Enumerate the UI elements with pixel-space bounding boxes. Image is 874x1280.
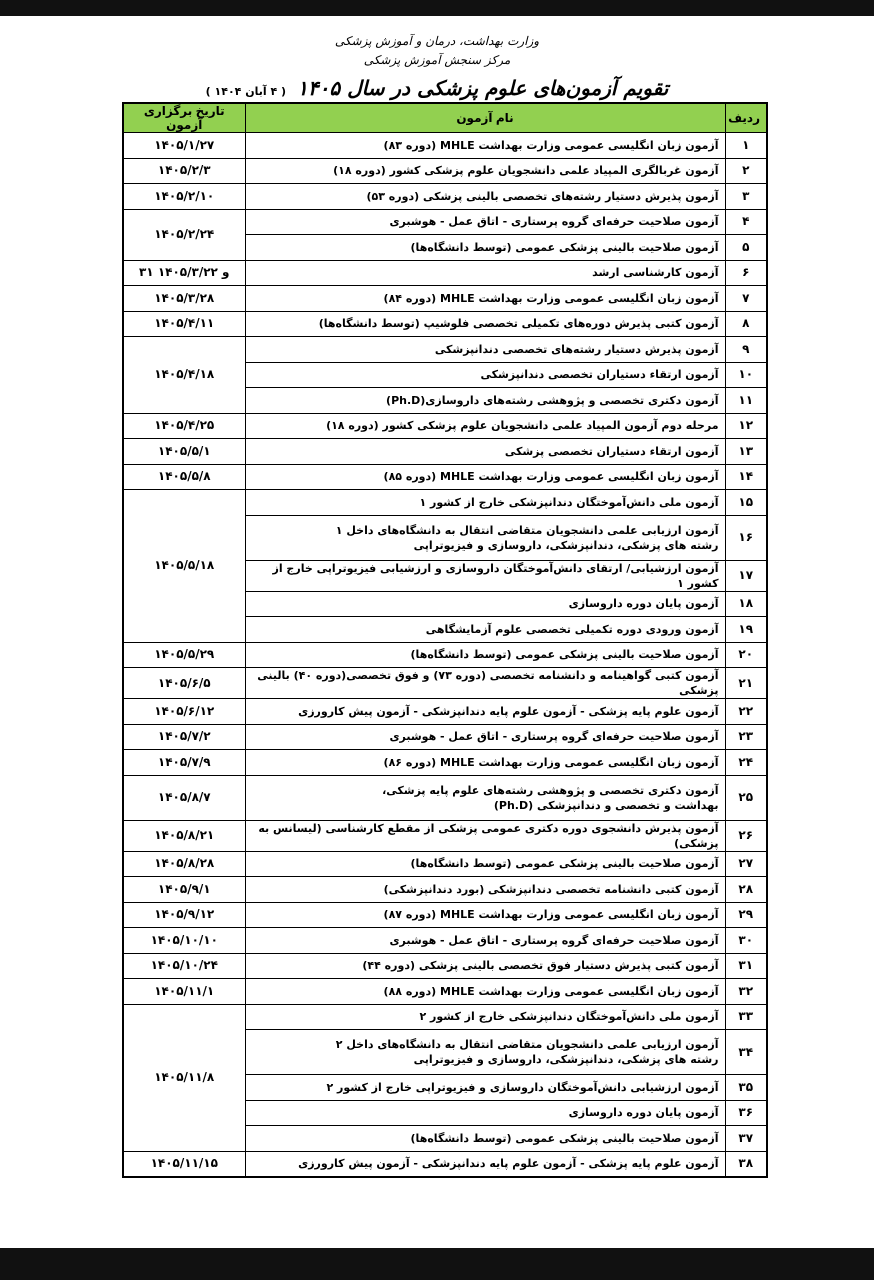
exam-name-line: آزمون ملی دانش‌آموختگان دندانپزشکی خارج از کشور ۲ (419, 1010, 719, 1024)
exam-name (245, 851, 725, 877)
exam-date: ۱۴۰۵/۴/۱۸ (123, 337, 245, 414)
row-number: ۲۵ (725, 775, 767, 820)
table-row (123, 184, 767, 210)
exam-date: ۱۴۰۵/۱۱/۱ (123, 979, 245, 1005)
table-row (123, 1151, 767, 1177)
exam-date: ۱۴۰۵/۹/۱۲ (123, 902, 245, 928)
exam-date: ۱۴۰۵/۱۰/۲۴ (123, 953, 245, 979)
exam-name (245, 158, 725, 184)
row-number: ۱۲ (725, 413, 767, 439)
exam-name-line-2: رشته های پزشکی، دندانپزشکی، داروسازی و فیزیوتراپی (413, 1053, 719, 1066)
table-row (123, 286, 767, 312)
exam-name (245, 311, 725, 337)
exam-name (245, 464, 725, 490)
table-row (123, 490, 767, 516)
exam-name-line: آزمون دکتری تخصصی و پژوهشی رشته‌های داروسازی(Ph.D) (386, 393, 719, 407)
exam-name-line: آزمون ملی دانش‌آموختگان دندانپزشکی خارج از کشور ۱ (419, 495, 719, 509)
table-row (123, 877, 767, 903)
exam-date: ۱۴۰۵/۱/۲۷ (123, 133, 245, 159)
exam-name-line: آزمون دکتری تخصصی و پژوهشی رشته‌های علوم پایه پزشکی، (382, 783, 719, 797)
exam-name-line: آزمون ارزیابی علمی دانشجویان متقاضی انتقال به دانشگاه‌های داخل ۲ (335, 1038, 719, 1051)
exam-name-line: آزمون صلاحیت بالینی پزشکی عمومی (توسط دانشگاه‌ها) (410, 648, 719, 662)
exam-name-line: آزمون پایان دوره داروسازی (568, 597, 719, 611)
exam-name (245, 286, 725, 312)
exam-name-line: آزمون کارشناسی ارشد (592, 266, 719, 280)
row-number: ۲۸ (725, 877, 767, 903)
title-text: تقویم آزمون‌های علوم پزشکی در سال ۱۴۰۵ (297, 76, 669, 100)
row-number: ۱۰ (725, 362, 767, 388)
exam-name-line: آزمون کتبی پذیرش دستیار فوق تخصصی بالینی پزشکی (دوره ۴۴) (362, 959, 719, 973)
exam-name (245, 699, 725, 725)
header-row-number: ردیف (725, 103, 767, 133)
exam-name (245, 235, 725, 261)
table-row (123, 750, 767, 776)
exam-name-line: آزمون کتبی پذیرش دوره‌های تکمیلی تخصصی فلوشیپ (توسط دانشگاه‌ها) (318, 317, 719, 331)
exam-name-line-2: بهداشت و تخصصی و دندانپزشکی (Ph.D) (493, 798, 719, 812)
exam-name-line: آزمون کتبی گواهینامه و دانشنامه تخصصی (دوره ۷۳) و فوق تخصصی(دوره ۴۰) بالینی پزشکی (257, 669, 719, 697)
row-number: ۱۷ (725, 560, 767, 591)
table-row (123, 928, 767, 954)
exam-name (245, 1151, 725, 1177)
exam-name (245, 1126, 725, 1152)
exam-name-line: آزمون پذیرش دستیار رشته‌های تخصصی دندانپزشکی (434, 342, 719, 356)
row-number: ۲۰ (725, 642, 767, 668)
exam-name-line: آزمون علوم پایه پزشکی - آزمون علوم پایه دندانپزشکی - آزمون پیش کارورزی (298, 1157, 719, 1171)
row-number: ۳۱ (725, 953, 767, 979)
exam-name-line: آزمون زبان انگلیسی عمومی وزارت بهداشت MHLE (دوره ۸۶) (383, 755, 719, 769)
header-exam-name: نام آزمون (245, 103, 725, 133)
table-row (123, 439, 767, 465)
exam-name-line: آزمون کتبی دانشنامه تخصصی دندانپزشکی (بورد دندانپزشکی) (383, 882, 719, 896)
exam-name-line: آزمون زبان انگلیسی عمومی وزارت بهداشت MHLE (دوره ۸۴) (383, 291, 719, 305)
table-row (123, 337, 767, 363)
row-number: ۲۶ (725, 820, 767, 851)
table-row (123, 820, 767, 851)
row-number: ۳۵ (725, 1075, 767, 1101)
exam-date: ۱۴۰۵/۸/۷ (123, 775, 245, 820)
exam-date: ۱۴۰۵/۳/۲۸ (123, 286, 245, 312)
exam-name (245, 775, 725, 820)
table-row (123, 668, 767, 699)
row-number: ۱۴ (725, 464, 767, 490)
row-number: ۳۶ (725, 1100, 767, 1126)
exam-name-line: آزمون صلاحیت حرفه‌ای گروه پرستاری - اتاق عمل - هوشبری (389, 215, 719, 229)
table-row (123, 464, 767, 490)
exam-name (245, 1030, 725, 1075)
row-number: ۱۵ (725, 490, 767, 516)
row-number: ۲۳ (725, 724, 767, 750)
exam-name (245, 337, 725, 363)
exam-name (245, 877, 725, 903)
header-exam-date: تاریخ برگزاری آزمون (123, 103, 245, 133)
exam-name-line: آزمون ارزشیابی/ ارتقای دانش‌آموختگان داروسازی و ارزشیابی فیزیوتراپی خارج از کشور ۱ (272, 561, 719, 590)
row-number: ۳۲ (725, 979, 767, 1005)
exam-date: ۱۴۰۵/۵/۱۸ (123, 490, 245, 643)
exam-name (245, 979, 725, 1005)
exam-name-line: آزمون ارزیابی علمی دانشجویان متقاضی انتقال به دانشگاه‌های داخل ۱ (335, 523, 719, 537)
exam-date: ۱۴۰۵/۵/۲۹ (123, 642, 245, 668)
exam-name (245, 1004, 725, 1030)
exam-name-line: آزمون ارزشیابی دانش‌آموختگان داروسازی و فیزیوتراپی خارج از کشور ۲ (326, 1080, 719, 1094)
row-number: ۶ (725, 260, 767, 286)
exam-name-line: آزمون ورودی دوره تکمیلی تخصصی علوم آزمایشگاهی (425, 622, 719, 636)
row-number: ۱۱ (725, 388, 767, 414)
exam-name-line: آزمون صلاحیت بالینی پزشکی عمومی (توسط دانشگاه‌ها) (410, 857, 719, 871)
exam-date: ۱۴۰۵/۴/۱۱ (123, 311, 245, 337)
table-row (123, 1004, 767, 1030)
exam-name (245, 724, 725, 750)
exam-name-line: آزمون صلاحیت بالینی پزشکی عمومی (توسط دانشگاه‌ها) (410, 1131, 719, 1145)
exam-name (245, 133, 725, 159)
exam-name-line: آزمون علوم پایه پزشکی - آزمون علوم پایه دندانپزشکی - آزمون پیش کارورزی (298, 704, 719, 718)
table-row (123, 133, 767, 159)
table-body (123, 133, 767, 1178)
exam-date: ۱۴۰۵/۲/۱۰ (123, 184, 245, 210)
exam-name-line: آزمون غربالگری المپیاد علمی دانشجویان علوم پزشکی کشور (دوره ۱۸) (333, 164, 719, 178)
exam-name (245, 184, 725, 210)
exam-name (245, 617, 725, 643)
row-number: ۵ (725, 235, 767, 261)
table-row (123, 953, 767, 979)
row-number: ۳۳ (725, 1004, 767, 1030)
row-number: ۳۴ (725, 1030, 767, 1075)
exam-date: ۱۴۰۵/۸/۲۱ (123, 820, 245, 851)
row-number: ۲۴ (725, 750, 767, 776)
exam-name (245, 209, 725, 235)
exam-date: ۱۴۰۵/۱۰/۱۰ (123, 928, 245, 954)
title-date: ( ۴ آبان ۱۴۰۴ ) (205, 85, 287, 98)
row-number: ۱۶ (725, 515, 767, 560)
exam-name-line: آزمون صلاحیت حرفه‌ای گروه پرستاری - اتاق عمل - هوشبری (389, 730, 719, 744)
row-number: ۳۸ (725, 1151, 767, 1177)
exam-date: ۱۴۰۵/۲/۳ (123, 158, 245, 184)
row-number: ۷ (725, 286, 767, 312)
table-row (123, 979, 767, 1005)
exam-name-line: آزمون زبان انگلیسی عمومی وزارت بهداشت MHLE (دوره ۸۷) (383, 908, 719, 922)
exam-name (245, 820, 725, 851)
exam-name (245, 1100, 725, 1126)
row-number: ۳۰ (725, 928, 767, 954)
table-row (123, 775, 767, 820)
exam-calendar-table (122, 102, 768, 1178)
exam-name (245, 750, 725, 776)
row-number: ۳۷ (725, 1126, 767, 1152)
exam-date: ۱۴۰۵/۹/۱ (123, 877, 245, 903)
exam-name-line: آزمون پذیرش دانشجوی دوره دکتری عمومی پزشکی از مقطع کارشناسی (لیسانس به پزشکی) (258, 821, 719, 850)
row-number: ۹ (725, 337, 767, 363)
row-number: ۲ (725, 158, 767, 184)
row-number: ۲۷ (725, 851, 767, 877)
table-row (123, 724, 767, 750)
exam-name (245, 260, 725, 286)
exam-name-line: آزمون صلاحیت بالینی پزشکی عمومی (توسط دانشگاه‌ها) (410, 240, 719, 254)
exam-name (245, 490, 725, 516)
table-row (123, 311, 767, 337)
exam-name-line: مرحله دوم آزمون المپیاد علمی دانشجویان علوم پزشکی کشور (دوره ۱۸) (326, 419, 719, 433)
exam-name (245, 642, 725, 668)
exam-name (245, 902, 725, 928)
exam-name (245, 515, 725, 560)
row-number: ۲۱ (725, 668, 767, 699)
exam-name (245, 388, 725, 414)
exam-date: ۳۱ و ۱۴۰۵/۳/۲۲ (123, 260, 245, 286)
table-row (123, 158, 767, 184)
exam-date: ۱۴۰۵/۵/۱ (123, 439, 245, 465)
exam-name (245, 953, 725, 979)
exam-name (245, 591, 725, 617)
exam-name-line: آزمون صلاحیت حرفه‌ای گروه پرستاری - اتاق عمل - هوشبری (389, 933, 719, 947)
exam-name-line: آزمون ارتقاء دستیاران تخصصی پزشکی (504, 444, 719, 458)
row-number: ۱۹ (725, 617, 767, 643)
exam-name-line: آزمون ارتقاء دستیاران تخصصی دندانپزشکی (480, 368, 719, 382)
exam-name (245, 928, 725, 954)
row-number: ۳ (725, 184, 767, 210)
exam-date: ۱۴۰۵/۲/۲۴ (123, 209, 245, 260)
exam-date: ۱۴۰۵/۶/۱۲ (123, 699, 245, 725)
row-number: ۱۸ (725, 591, 767, 617)
exam-name-line: آزمون زبان انگلیسی عمومی وزارت بهداشت MHLE (دوره ۸۸) (383, 984, 719, 998)
row-number: ۱۳ (725, 439, 767, 465)
row-number: ۸ (725, 311, 767, 337)
exam-name (245, 668, 725, 699)
exam-date: ۱۴۰۵/۷/۲ (123, 724, 245, 750)
exam-date: ۱۴۰۵/۵/۸ (123, 464, 245, 490)
table-row (123, 260, 767, 286)
table-header-row (123, 103, 767, 133)
table-row (123, 851, 767, 877)
exam-date: ۱۴۰۵/۷/۹ (123, 750, 245, 776)
exam-date: ۱۴۰۵/۸/۲۸ (123, 851, 245, 877)
ministry-name: وزارت بهداشت، درمان و آموزش پزشکی (334, 34, 540, 48)
exam-name-line: آزمون زبان انگلیسی عمومی وزارت بهداشت MHLE (دوره ۸۳) (383, 138, 719, 152)
row-number: ۲۲ (725, 699, 767, 725)
table-row (123, 642, 767, 668)
exam-date: ۱۴۰۵/۴/۲۵ (123, 413, 245, 439)
exam-name-line: آزمون پذیرش دستیار رشته‌های تخصصی بالینی پزشکی (دوره ۵۳) (366, 189, 719, 203)
exam-date: ۱۴۰۵/۶/۵ (123, 668, 245, 699)
exam-name (245, 439, 725, 465)
table-row (123, 209, 767, 235)
exam-name-line-2: رشته های پزشکی، دندانپزشکی، داروسازی و فیزیوتراپی (413, 538, 719, 552)
table-row (123, 699, 767, 725)
exam-name (245, 1075, 725, 1101)
row-number: ۱ (725, 133, 767, 159)
exam-name-line: آزمون پایان دوره داروسازی (568, 1106, 719, 1120)
row-number: ۴ (725, 209, 767, 235)
exam-name (245, 362, 725, 388)
center-name: مرکز سنجش آموزش پزشکی (363, 53, 511, 67)
row-number: ۲۹ (725, 902, 767, 928)
exam-name-line: آزمون زبان انگلیسی عمومی وزارت بهداشت MHLE (دوره ۸۵) (383, 470, 719, 484)
table-row (123, 413, 767, 439)
exam-date: ۱۴۰۵/۱۱/۸ (123, 1004, 245, 1151)
table-row (123, 902, 767, 928)
exam-name (245, 413, 725, 439)
document-title (0, 76, 874, 100)
exam-name (245, 560, 725, 591)
exam-date: ۱۴۰۵/۱۱/۱۵ (123, 1151, 245, 1177)
